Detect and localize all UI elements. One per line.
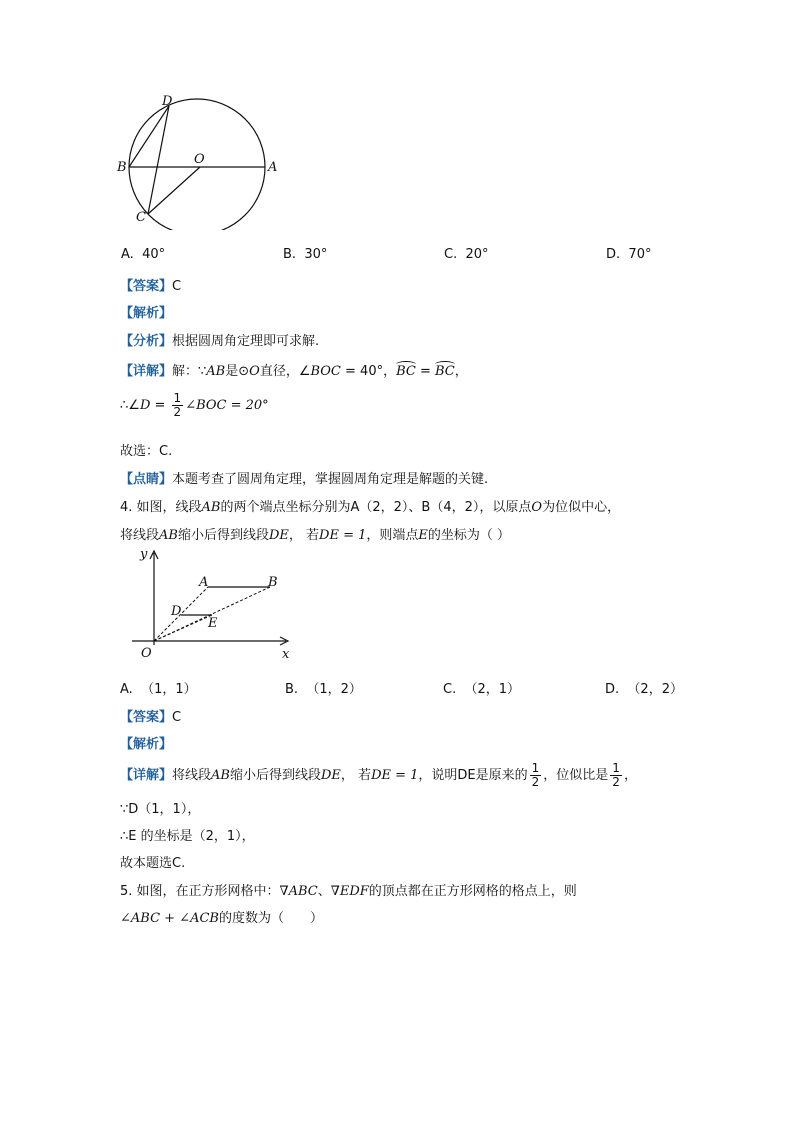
q4-stem-line1: 4. 如图，线段AB的两个端点坐标分别为A（2，2）、B（4，2），以原点O为位似中心，	[120, 500, 621, 515]
label-a: A	[199, 575, 209, 590]
q4-because: ∵D（1，1），	[120, 802, 201, 817]
q4-option-a: A. （1，1）	[120, 682, 197, 697]
label-x: x	[282, 647, 290, 662]
circle-figure	[112, 90, 292, 230]
q4-option-c: C. （2，1）	[443, 682, 521, 697]
label-d: D	[162, 94, 173, 109]
q4-detail: 【详解】将线段AB缩小后得到线段DE， 若DE = 1，说明DE是原来的 $\frac{1}{2}$ ，位似比是 $\frac{1}{2}$ ，	[120, 761, 637, 789]
label-b: B	[117, 160, 127, 175]
q3-analysis-heading: 【解析】	[120, 306, 173, 321]
coordinate-figure	[128, 545, 308, 665]
q3-dianjing: 【点睛】本题考查了圆周角定理，掌握圆周角定理是解题的关键.	[120, 472, 489, 487]
q4-stem-line2: 将线段AB缩小后得到线段DE， 若DE = 1，则端点E的坐标为（ ）	[120, 528, 511, 543]
fraction-half-2: $\frac{1}{2}$	[612, 761, 620, 789]
fraction-half-1: $\frac{1}{2}$	[531, 761, 540, 789]
q4-therefore: ∴E 的坐标是（2，1），	[120, 829, 255, 844]
arc-bc-2: BC	[435, 364, 455, 379]
q4-answer: 【答案】C	[120, 710, 182, 725]
q3-option-a: A. 40°	[121, 247, 166, 262]
label-d: D	[171, 604, 182, 619]
fraction-half: $\frac{1}{2}$	[173, 391, 182, 419]
q3-conclusion: ∴∠D = $\frac{1}{2}$ ∠BOC = 20°	[120, 391, 269, 419]
label-o: O	[141, 646, 152, 661]
q4-option-b: B. （1，2）	[285, 682, 362, 697]
q3-choice: 故选：C.	[120, 444, 173, 459]
label-b: B	[268, 575, 278, 590]
q4-option-d: D. （2，2）	[605, 682, 683, 697]
q3-option-c: C. 20°	[444, 247, 489, 262]
arc-bc: BC	[396, 364, 416, 379]
label-y: y	[140, 547, 148, 562]
q3-answer: 【答案】C	[120, 279, 182, 294]
q5-stem-line2: ∠ABC + ∠ACB的度数为（ ）	[120, 911, 323, 926]
label-c: C	[136, 210, 146, 225]
q3-option-d: D. 70°	[606, 247, 652, 262]
label-e: E	[208, 616, 218, 631]
label-o: O	[194, 152, 205, 167]
q3-fenxi: 【分析】根据圆周角定理即可求解.	[120, 334, 320, 349]
dashed-oe	[154, 615, 212, 641]
q4-analysis-heading: 【解析】	[120, 737, 173, 752]
q3-detail: 【详解】解：∵AB是⊙O直径，∠BOC = 40°，BC = BC，	[120, 364, 468, 379]
label-a: A	[268, 160, 278, 175]
q4-choice: 故本题选C.	[120, 856, 186, 871]
q3-option-b: B. 30°	[283, 247, 328, 262]
q5-stem-line1: 5. 如图，在正方形网格中：∇ABC、∇EDF的顶点都在正方形网格的格点上，则	[120, 884, 577, 899]
